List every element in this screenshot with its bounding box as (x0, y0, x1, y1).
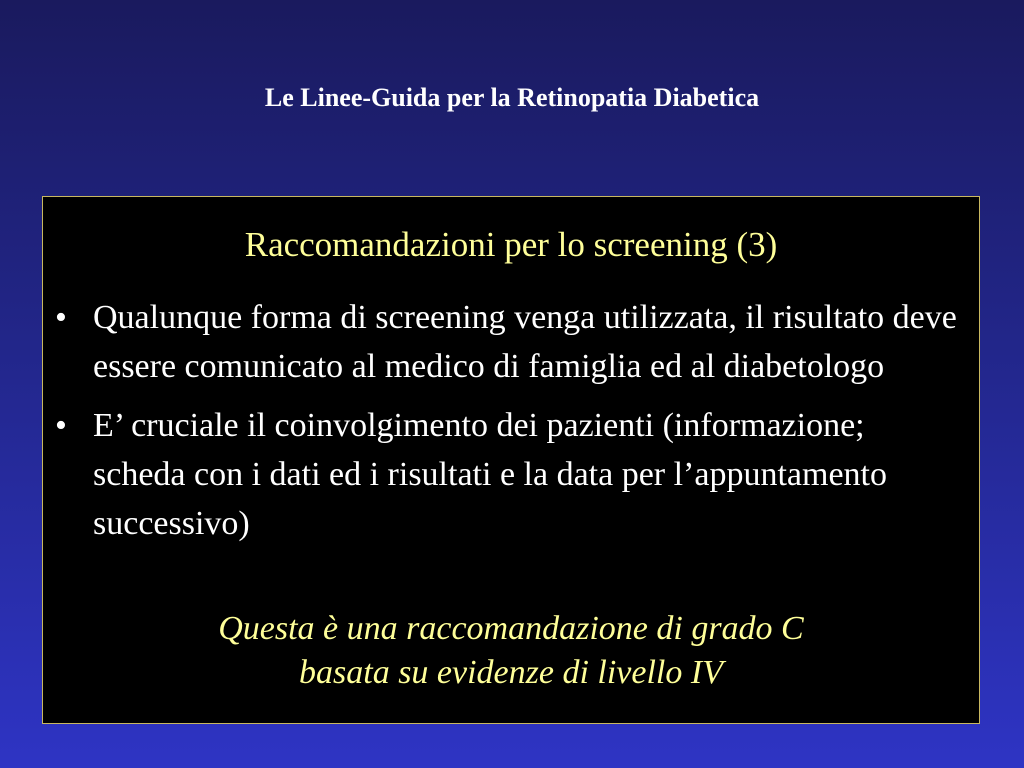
bullet-list (43, 293, 979, 558)
slide-title: Le Linee-Guida per la Retinopatia Diabetica (264, 83, 760, 112)
bullet-item (43, 401, 979, 548)
bullet-icon: • (55, 299, 67, 336)
bullet-text: Qualunque forma di screening venga utilizzata, il risultato deve essere comunicato al medico di famiglia ed al diabetologo (93, 299, 957, 385)
box-title: Raccomandazioni per lo screening (3) (244, 225, 778, 264)
bullet-item (43, 293, 979, 391)
bullet-text: E’ cruciale il coinvolgimento dei pazienti (informazione; scheda con i dati ed i risultati e la data per l’appuntamento successivo) (93, 407, 887, 542)
note-line: basata su evidenze di livello IV (299, 654, 723, 691)
note-line: Questa è una raccomandazione di grado C (218, 610, 804, 647)
bullet-icon: • (55, 407, 67, 444)
content-box (42, 196, 980, 724)
recommendation-note (43, 607, 979, 695)
